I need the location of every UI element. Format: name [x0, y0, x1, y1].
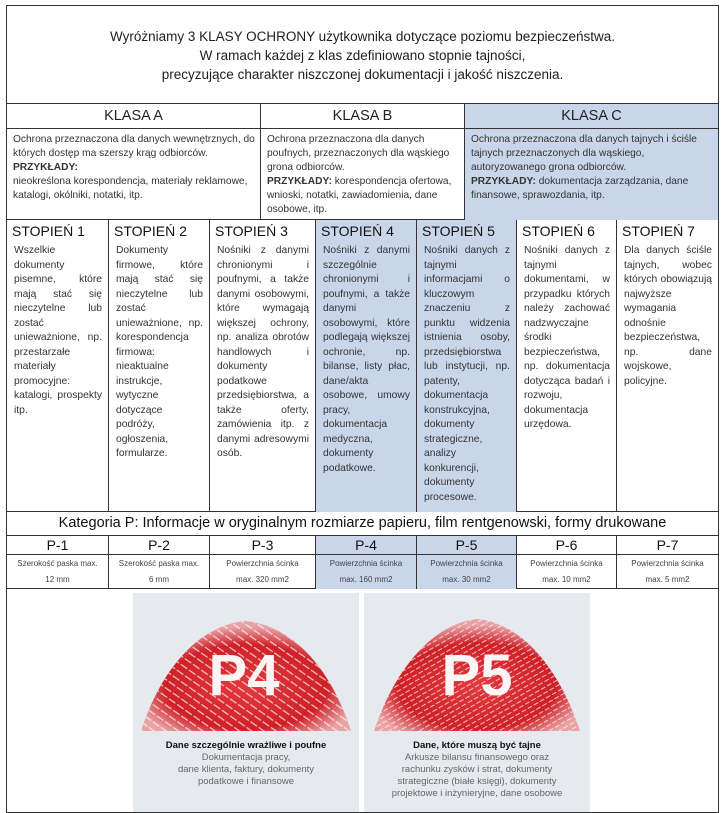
class-a-examples-label: PRZYKŁADY:: [13, 162, 78, 173]
step-3: [210, 220, 316, 512]
p-level-2-line2: 6 mm: [149, 575, 169, 584]
step-5-title: STOPIEŃ 5: [422, 223, 495, 239]
class-a: [7, 104, 261, 220]
p-level-6-title: P-6: [517, 536, 616, 555]
p-level-2-title: P-2: [109, 536, 209, 555]
p-level-1-line1: Szerokość paska max.: [17, 559, 98, 568]
intro-line-3: precyzujące charakter niszczonej dokumentacji i jakość niszczenia.: [161, 67, 564, 82]
intro-line-2: W ramach każdej z klas zdefiniowano stopnie tajności,: [199, 48, 526, 63]
class-b-body: [261, 129, 464, 217]
step-6-desc: Nośniki danych z tajnymi dokumentami, w przypadku których należy zachować nadzwyczajne środki bezpieczeństwa, np. dokumentacja dotycząca badań i rozwoju, dokumentacja urzędowa.: [524, 245, 610, 430]
class-a-desc: Ochrona przeznaczona dla danych wewnętrznych, do których dostęp ma szerszy krąg odbiorców.: [13, 134, 255, 159]
step-6-title: STOPIEŃ 6: [522, 223, 595, 239]
p5-image-label: P5: [441, 643, 513, 708]
class-b: [261, 104, 465, 220]
p5-caption-line1: Arkusze bilansu finansowego oraz: [404, 752, 550, 763]
p5-caption-line2: rachunku zysków i strat, dokumenty: [401, 764, 553, 775]
step-2-desc: Dokumenty firmowe, które mają stać się nieczytelne lub zostać unieważnione, np. korespondencja firmowa: nieaktualne instrukcje, wytyczne dotyczące podróży, ogłoszenia, formularze.: [116, 245, 203, 459]
class-a-examples: nieokreślona korespondencja, materiały reklamowe, katalogi, okólniki, notatki, itp.: [13, 176, 248, 201]
class-b-title: KLASA B: [261, 104, 464, 129]
step-4-desc: Nośniki z danymi szczególnie chronionymi i poufnymi, a także danymi osobowymi, które podlegają większej ochronie, np. bilanse, listy płac, dane/akta osobowe, umowy pracy, dokumentacja medyczna, dokumenty podatkowe.: [323, 245, 410, 474]
p-level-5-line2: max. 30 mm2: [442, 575, 491, 584]
p4-shred-image: [133, 593, 359, 812]
step-6: [517, 220, 617, 512]
intro-line-1: Wyróżniamy 3 KLASY OCHRONY użytkownika dotyczące poziomu bezpieczeństwa.: [109, 29, 616, 44]
class-c: [465, 104, 718, 220]
p5-shred-image: [364, 593, 590, 812]
step-3-desc: Nośniki z danymi chronionymi i poufnymi, a także danymi osobowymi, które wymagają większej ochrony, np. analiza obrotów handlowych i dokumenty podatkowe przedsiębiorstwa, a także oferty, zamówienia itp. z danymi adresowymi osób.: [217, 245, 309, 459]
class-b-examples: korespondencja ofertowa, wnioski, notatki, zawiadomienia, dane osobowe, itp.: [267, 176, 452, 215]
p-level-7: [617, 536, 718, 589]
p-level-2-line1: Szerokość paska max.: [118, 559, 200, 568]
step-7: [617, 220, 718, 512]
p-level-4-line1: Powierzchnia ścinka: [329, 559, 403, 568]
p4-caption: [133, 740, 359, 788]
p-level-4-title: P-4: [316, 536, 416, 555]
category-p-title: Kategoria P: Informacje w oryginalnym rozmiarze papieru, film rentgenowski, formy drukowane: [7, 512, 718, 536]
step-4-title: STOPIEŃ 4: [321, 223, 394, 239]
step-1: [7, 220, 109, 512]
step-2: [109, 220, 210, 512]
p-level-1-title: P-1: [7, 536, 108, 555]
intro-text: [7, 6, 718, 104]
shred-pile-icon: [364, 593, 590, 743]
p-level-2: [109, 536, 210, 589]
p-level-6-line1: Powierzchnia ścinka: [530, 559, 603, 568]
step-1-title: STOPIEŃ 1: [12, 223, 85, 239]
p-level-6-line2: max. 10 mm2: [542, 575, 591, 584]
p-level-3-line2: max. 320 mm2: [236, 575, 289, 584]
p4-caption-title: Dane szczególnie wrażliwe i poufne: [165, 740, 327, 751]
class-c-title: KLASA C: [465, 104, 718, 129]
p-level-7-line2: max. 5 mm2: [645, 575, 690, 584]
p5-caption: [364, 740, 590, 800]
p-level-3: [210, 536, 316, 589]
class-c-examples: dokumentacja zarządzania, dane finansowe, sprawozdania, itp.: [471, 176, 689, 201]
p-level-7-line1: Powierzchnia ścinka: [631, 559, 704, 568]
p-level-3-title: P-3: [210, 536, 315, 555]
p5-caption-line3: strategiczne (białe księgi), dokumenty: [397, 776, 557, 787]
class-b-desc: Ochrona przeznaczona dla danych poufnych, przeznaczonych dla wąskiego grona odbiorców.: [267, 134, 450, 173]
p-level-7-title: P-7: [617, 536, 718, 555]
class-c-examples-label: PRZYKŁADY:: [471, 176, 536, 187]
step-7-title: STOPIEŃ 7: [622, 223, 695, 239]
p5-caption-title: Dane, które muszą być tajne: [413, 740, 541, 751]
p-level-3-line1: Powierzchnia ścinka: [226, 559, 299, 568]
p4-caption-line2: dane klienta, faktury, dokumenty: [177, 764, 315, 775]
p-level-1-line2: 12 mm: [45, 575, 70, 584]
protection-classes-row: [7, 104, 718, 220]
p-level-6: [517, 536, 617, 589]
p-level-5: [417, 536, 517, 589]
p-level-5-title: P-5: [417, 536, 516, 555]
class-c-desc: Ochrona przeznaczona dla danych tajnych i ściśle tajnych przeznaczonych dla wąskiego, autoryzowanego grona odbiorców.: [471, 134, 697, 173]
p4-caption-line1: Dokumentacja pracy,: [201, 752, 291, 763]
step-5: [417, 220, 517, 512]
p-levels-row: [7, 536, 718, 589]
p-level-4-line2: max. 160 mm2: [339, 575, 393, 584]
p-level-5-line1: Powierzchnia ścinka: [430, 559, 503, 568]
step-5-desc: Nośniki danych z tajnymi informacjami o kluczowym znaczeniu z punktu widzenia istnienia osoby, przedsiębiorstwa lub instytucji, np. patenty, dokumentacja konstrukcyjna, dokumenty strategiczne, analizy konkurencji, dokumenty procesowe.: [424, 245, 510, 503]
class-a-body: [7, 129, 260, 203]
class-b-examples-label: PRZYKŁADY:: [267, 176, 332, 187]
shred-pile-icon: [133, 593, 359, 743]
p4-caption-line3: podatkowe i finansowe: [197, 776, 295, 787]
p-level-1: [7, 536, 109, 589]
step-4: [316, 220, 417, 512]
step-7-desc: Dla danych ściśle tajnych, wobec których obowiązują najwyższe wymagania odnośnie bezpieczeństwa, np. dane wojskowe, policyjne.: [624, 245, 712, 387]
p5-caption-line4: projektowe i inżynieryjne, dane osobowe: [391, 788, 563, 799]
p4-image-label: P4: [208, 643, 280, 708]
class-c-body: [465, 129, 718, 203]
secrecy-steps-row: [7, 220, 718, 512]
step-3-title: STOPIEŃ 3: [215, 223, 288, 239]
class-a-title: KLASA A: [7, 104, 260, 129]
step-2-title: STOPIEŃ 2: [114, 223, 187, 239]
security-classes-sheet: [6, 5, 719, 813]
p-level-4: [316, 536, 417, 589]
step-1-desc: Wszelkie dokumenty pisemne, które mają stać się nieczytelne lub zostać unieważnione, np. przestarzałe materiały promocyjne: katalogi, prospekty itp.: [14, 245, 102, 416]
